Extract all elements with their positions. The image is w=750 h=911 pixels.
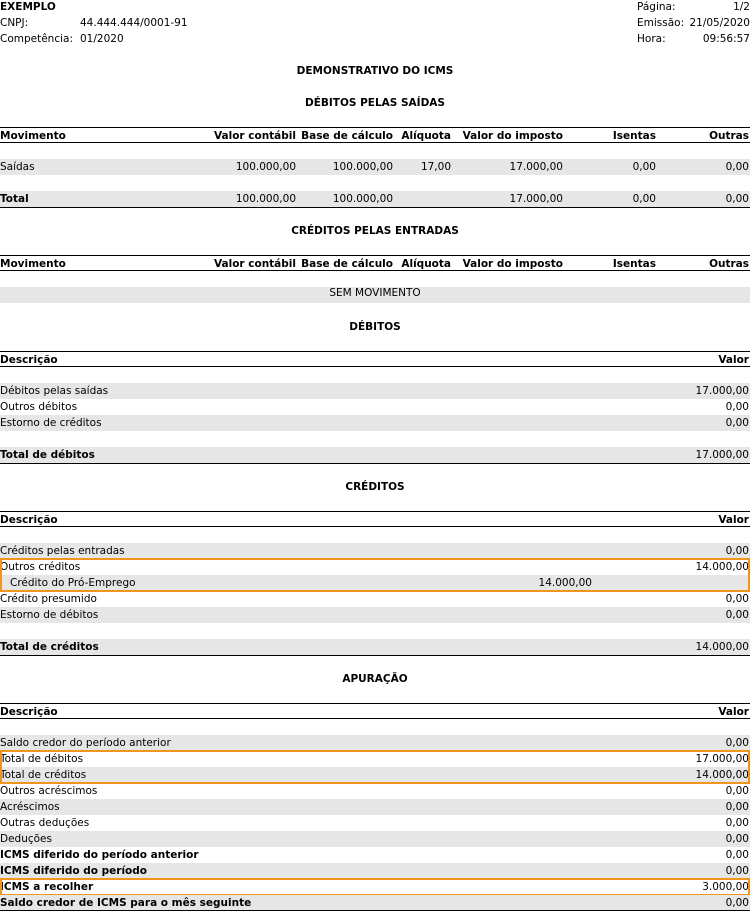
item-valor: 3.000,00 <box>702 881 749 893</box>
item-desc: Saldo credor de ICMS para o mês seguinte <box>0 897 252 909</box>
list-item <box>0 559 750 575</box>
debitos-header <box>0 351 750 367</box>
list-item <box>0 863 750 879</box>
item-valor: 0,00 <box>725 609 749 621</box>
item-desc: Saldo credor do período anterior <box>0 737 171 749</box>
emissao-value: 21/05/2020 <box>689 17 750 29</box>
total-valor-imposto: 17.000,00 <box>509 193 563 205</box>
creditos-entradas-header <box>0 255 750 271</box>
total-row <box>0 447 750 463</box>
col-movimento: Movimento <box>0 130 66 142</box>
total-label: Total de créditos <box>0 641 99 653</box>
item-valor: 14.000,00 <box>695 769 749 781</box>
item-desc: Total de créditos <box>0 769 87 781</box>
item-desc: Outros créditos <box>0 561 81 573</box>
pagina-label: Página: <box>637 1 676 13</box>
competencia-value: 01/2020 <box>80 33 124 45</box>
pagina-value: 1/2 <box>733 1 750 13</box>
divider <box>0 463 750 464</box>
emissao-label: Emissão: <box>637 17 685 29</box>
item-desc: Total de débitos <box>0 753 84 765</box>
divider <box>0 655 750 656</box>
list-item <box>0 815 750 831</box>
competencia-label: Competência: <box>0 33 74 45</box>
item-valor: 0,00 <box>725 593 749 605</box>
col-movimento: Movimento <box>0 258 66 270</box>
debitos-saidas-header <box>0 127 750 143</box>
item-valor: 0,00 <box>725 417 749 429</box>
total-valor-contabil: 100.000,00 <box>235 193 296 205</box>
list-item <box>0 799 750 815</box>
hora-value: 09:56:57 <box>702 33 750 45</box>
row-valor-contabil: 100.000,00 <box>235 161 296 173</box>
cnpj-label: CNPJ: <box>0 17 29 29</box>
total-row <box>0 639 750 655</box>
item-valor: 0,00 <box>725 865 749 877</box>
list-item <box>0 383 750 399</box>
item-desc: Acréscimos <box>0 801 60 813</box>
item-valor: 0,00 <box>725 785 749 797</box>
cnpj-value: 44.444.444/0001-91 <box>80 17 188 29</box>
col-valor: Valor <box>718 354 749 366</box>
col-descricao: Descrição <box>0 706 58 718</box>
col-base-calculo: Base de cálculo <box>301 130 393 142</box>
item-valor: 14.000,00 <box>695 561 749 573</box>
item-valor: 17.000,00 <box>695 385 749 397</box>
creditos-header <box>0 511 750 527</box>
item-desc: Outras deduções <box>0 817 90 829</box>
col-valor: Valor <box>718 706 749 718</box>
item-valor: 0,00 <box>725 817 749 829</box>
item-valor: 0,00 <box>725 801 749 813</box>
total-isentas: 0,00 <box>632 193 656 205</box>
debitos-title: DÉBITOS <box>349 321 401 333</box>
item-desc: ICMS a recolher <box>0 881 94 893</box>
total-valor: 17.000,00 <box>695 449 749 461</box>
report-title: DEMONSTRATIVO DO ICMS <box>296 65 454 77</box>
sem-movimento: SEM MOVIMENTO <box>0 287 750 303</box>
row-valor-imposto: 17.000,00 <box>509 161 563 173</box>
list-item <box>0 767 750 783</box>
col-aliquota: Alíquota <box>401 258 451 270</box>
hora-label: Hora: <box>637 33 666 45</box>
col-base-calculo: Base de cálculo <box>301 258 393 270</box>
item-valor: 0,00 <box>725 545 749 557</box>
col-outras: Outras <box>709 130 749 142</box>
col-outras: Outras <box>709 258 749 270</box>
total-base-calculo: 100.000,00 <box>332 193 393 205</box>
list-item <box>0 831 750 847</box>
item-desc: ICMS diferido do período anterior <box>0 849 199 861</box>
total-label: Total <box>0 193 29 205</box>
list-item <box>0 543 750 559</box>
item-valor: 0,00 <box>725 401 749 413</box>
item-desc: Débitos pelas saídas <box>0 385 109 397</box>
creditos-entradas-title: CRÉDITOS PELAS ENTRADAS <box>291 225 459 237</box>
col-isentas: Isentas <box>612 258 656 270</box>
item-desc: Crédito do Pró-Emprego <box>10 577 136 589</box>
total-outras: 0,00 <box>725 193 749 205</box>
debitos-saidas-title: DÉBITOS PELAS SAÍDAS <box>304 97 445 109</box>
col-descricao: Descrição <box>0 514 58 526</box>
list-item <box>0 783 750 799</box>
table-row <box>0 159 750 175</box>
item-valor: 0,00 <box>725 849 749 861</box>
total-row <box>0 191 750 207</box>
list-item <box>0 735 750 751</box>
item-desc: Créditos pelas entradas <box>0 545 125 557</box>
col-valor-imposto: Valor do imposto <box>462 130 563 142</box>
item-valor: 0,00 <box>725 897 749 909</box>
item-desc: Outros acréscimos <box>0 785 98 797</box>
col-isentas: Isentas <box>612 130 656 142</box>
item-desc: ICMS diferido do período <box>0 865 147 877</box>
row-movimento: Saídas <box>0 161 35 173</box>
list-item <box>0 895 750 911</box>
col-descricao: Descrição <box>0 354 58 366</box>
list-item <box>0 751 750 767</box>
apuracao-header <box>0 703 750 719</box>
col-valor-contabil: Valor contábil <box>213 258 296 270</box>
row-isentas: 0,00 <box>632 161 656 173</box>
item-desc: Deduções <box>0 833 52 845</box>
col-valor-contabil: Valor contábil <box>213 130 296 142</box>
list-item <box>0 575 750 591</box>
item-desc: Estorno de créditos <box>0 417 102 429</box>
item-desc: Crédito presumido <box>0 593 97 605</box>
creditos-title: CRÉDITOS <box>345 481 405 493</box>
list-item <box>0 399 750 415</box>
list-item <box>0 415 750 431</box>
total-label: Total de débitos <box>0 449 95 461</box>
row-base-calculo: 100.000,00 <box>332 161 393 173</box>
list-item <box>0 879 750 895</box>
item-valor: 0,00 <box>725 833 749 845</box>
item-desc: Estorno de débitos <box>0 609 99 621</box>
col-aliquota: Alíquota <box>401 130 451 142</box>
list-item <box>0 847 750 863</box>
col-valor: Valor <box>718 514 749 526</box>
row-aliquota: 17,00 <box>420 161 451 173</box>
company-name: EXEMPLO <box>0 1 56 13</box>
apuracao-title: APURAÇÃO <box>342 673 408 685</box>
item-valor: 17.000,00 <box>695 753 749 765</box>
col-valor-imposto: Valor do imposto <box>462 258 563 270</box>
divider <box>0 207 750 208</box>
item-valor: 14.000,00 <box>538 577 592 589</box>
item-valor: 0,00 <box>725 737 749 749</box>
total-valor: 14.000,00 <box>695 641 749 653</box>
item-desc: Outros débitos <box>0 401 78 413</box>
list-item <box>0 607 750 623</box>
list-item <box>0 591 750 607</box>
row-outras: 0,00 <box>725 161 749 173</box>
